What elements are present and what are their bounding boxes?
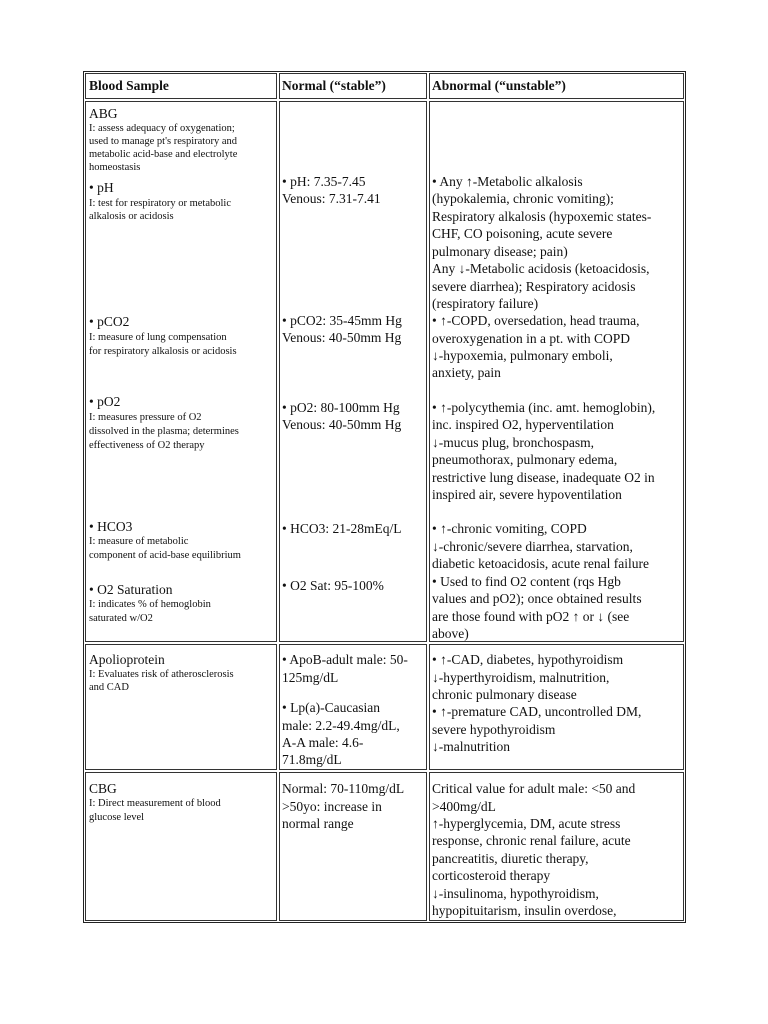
apo-desc-1: I: Evaluates risk of atherosclerosis	[89, 669, 234, 680]
apo-abn-6: ↓-malnutrition	[432, 739, 510, 754]
pco2-label: • pCO2	[89, 314, 130, 329]
apo-title: Apolioprotein	[89, 652, 165, 667]
po2-normal-2: Venous: 40-50mm Hg	[282, 417, 402, 432]
o2sat-normal-1: • O2 Sat: 95-100%	[282, 578, 384, 593]
hco3-abn-7: above)	[432, 626, 469, 641]
po2-abn-1: • ↑-polycythemia (inc. amt. hemoglobin),	[432, 400, 656, 415]
o2sat-label: • O2 Saturation	[89, 582, 173, 597]
pco2-abn-3: ↓-hypoxemia, pulmonary emboli,	[432, 348, 613, 363]
apo-normal-2: 125mg/dL	[282, 670, 339, 685]
ph-label: • pH	[89, 180, 114, 195]
pco2-abn-2: overoxygenation in a pt. with COPD	[432, 331, 630, 346]
apo-abn-4: • ↑-premature CAD, uncontrolled DM,	[432, 704, 642, 719]
po2-abn-2: inc. inspired O2, hyperventilation	[432, 417, 614, 432]
apo-normal-3: • Lp(a)-Caucasian	[282, 700, 381, 715]
ph-desc-2: alkalosis or acidosis	[89, 211, 174, 222]
apo-desc-2: and CAD	[89, 682, 129, 693]
pco2-abn-1: • ↑-COPD, oversedation, head trauma,	[432, 313, 640, 328]
cbg-desc-1: I: Direct measurement of blood	[89, 798, 221, 809]
hco3-normal-1: • HCO3: 21-28mEq/L	[282, 521, 402, 536]
pco2-abn-4: anxiety, pain	[432, 365, 501, 380]
ph-abn-4: CHF, CO poisoning, acute severe	[432, 226, 613, 241]
abg-title: ABG	[89, 106, 118, 121]
cbg-abn-3: ↑-hyperglycemia, DM, acute stress	[432, 816, 621, 831]
hco3-desc-1: I: measure of metabolic	[89, 536, 189, 547]
hco3-desc-2: component of acid-base equilibrium	[89, 550, 241, 561]
cbg-abn-8: hypopituitarism, insulin overdose,	[432, 903, 617, 918]
po2-abn-4: pneumothorax, pulmonary edema,	[432, 452, 618, 467]
apo-normal-6: 71.8mg/dL	[282, 752, 342, 767]
cbg-normal-2: >50yo: increase in	[282, 799, 382, 814]
header-blood-sample: Blood Sample	[89, 78, 169, 93]
apo-normal-4: male: 2.2-49.4mg/dL,	[282, 718, 400, 733]
pco2-normal-2: Venous: 40-50mm Hg	[282, 330, 402, 345]
cbg-abn-1: Critical value for adult male: <50 and	[432, 781, 636, 796]
ph-normal-2: Venous: 7.31-7.41	[282, 191, 381, 206]
ph-abn-1: • Any ↑-Metabolic alkalosis	[432, 174, 583, 189]
pco2-desc-2: for respiratory alkalosis or acidosis	[89, 346, 237, 357]
po2-abn-5: restrictive lung disease, inadequate O2 in	[432, 470, 655, 485]
ph-abn-2: (hypokalemia, chronic vomiting);	[432, 191, 614, 206]
ph-abn-3: Respiratory alkalosis (hypoxemic states-	[432, 209, 652, 224]
apo-abn-3: chronic pulmonary disease	[432, 687, 577, 702]
ph-normal-1: • pH: 7.35-7.45	[282, 174, 366, 189]
apo-abn-1: • ↑-CAD, diabetes, hypothyroidism	[432, 652, 624, 667]
po2-desc-2: dissolved in the plasma; determines	[89, 426, 239, 437]
o2sat-desc-2: saturated w/O2	[89, 613, 153, 624]
po2-normal-1: • pO2: 80-100mm Hg	[282, 400, 400, 415]
hco3-abn-4: • Used to find O2 content (rqs Hgb	[432, 574, 621, 589]
pco2-desc-1: I: measure of lung compensation	[89, 332, 227, 343]
apo-normal-5: A-A male: 4.6-	[282, 735, 364, 750]
abg-intro-1: I: assess adequacy of oxygenation;	[89, 123, 235, 134]
pco2-normal-1: • pCO2: 35-45mm Hg	[282, 313, 402, 328]
cbg-normal-3: normal range	[282, 816, 354, 831]
po2-abn-3: ↓-mucus plug, bronchospasm,	[432, 435, 594, 450]
hco3-abn-6: are those found with pO2 ↑ or ↓ (see	[432, 609, 630, 624]
hco3-abn-2: ↓-chronic/severe diarrhea, starvation,	[432, 539, 633, 554]
po2-desc-1: I: measures pressure of O2	[89, 412, 202, 423]
ph-desc-1: I: test for respiratory or metabolic	[89, 198, 231, 209]
header-normal: Normal (“stable”)	[282, 78, 386, 93]
cbg-abn-5: pancreatitis, diuretic therapy,	[432, 851, 589, 866]
cbg-title: CBG	[89, 781, 117, 796]
cbg-abn-7: ↓-insulinoma, hypothyroidism,	[432, 886, 599, 901]
abg-intro-2: used to manage pt's respiratory and	[89, 136, 237, 147]
abg-intro-4: homeostasis	[89, 162, 141, 173]
hco3-abn-3: diabetic ketoacidosis, acute renal failure	[432, 556, 650, 571]
ph-abn-7: severe diarrhea); Respiratory acidosis	[432, 279, 636, 294]
po2-desc-3: effectiveness of O2 therapy	[89, 440, 205, 451]
apo-abn-5: severe hypothyroidism	[432, 722, 556, 737]
cbg-abn-2: >400mg/dL	[432, 799, 496, 814]
apo-normal-1: • ApoB-adult male: 50-	[282, 652, 408, 667]
ph-abn-5: pulmonary disease; pain)	[432, 244, 568, 259]
cbg-desc-2: glucose level	[89, 812, 145, 823]
o2sat-desc-1: I: indicates % of hemoglobin	[89, 599, 211, 610]
hco3-abn-1: • ↑-chronic vomiting, COPD	[432, 521, 587, 536]
hco3-abn-5: values and pO2); once obtained results	[432, 591, 642, 606]
po2-label: • pO2	[89, 394, 121, 409]
apo-abn-2: ↓-hyperthyroidism, malnutrition,	[432, 670, 610, 685]
ph-abn-6: Any ↓-Metabolic acidosis (ketoacidosis,	[432, 261, 650, 276]
cbg-abn-4: response, chronic renal failure, acute	[432, 833, 631, 848]
ph-abn-8: (respiratory failure)	[432, 296, 539, 311]
abg-intro-3: metabolic acid-base and electrolyte	[89, 149, 238, 160]
lab-values-table	[83, 71, 686, 923]
po2-abn-6: inspired air, severe hypoventilation	[432, 487, 622, 502]
hco3-label: • HCO3	[89, 519, 133, 534]
cbg-normal-1: Normal: 70-110mg/dL	[282, 781, 405, 796]
cbg-abn-6: corticosteroid therapy	[432, 868, 551, 883]
header-abnormal: Abnormal (“unstable”)	[432, 78, 566, 93]
